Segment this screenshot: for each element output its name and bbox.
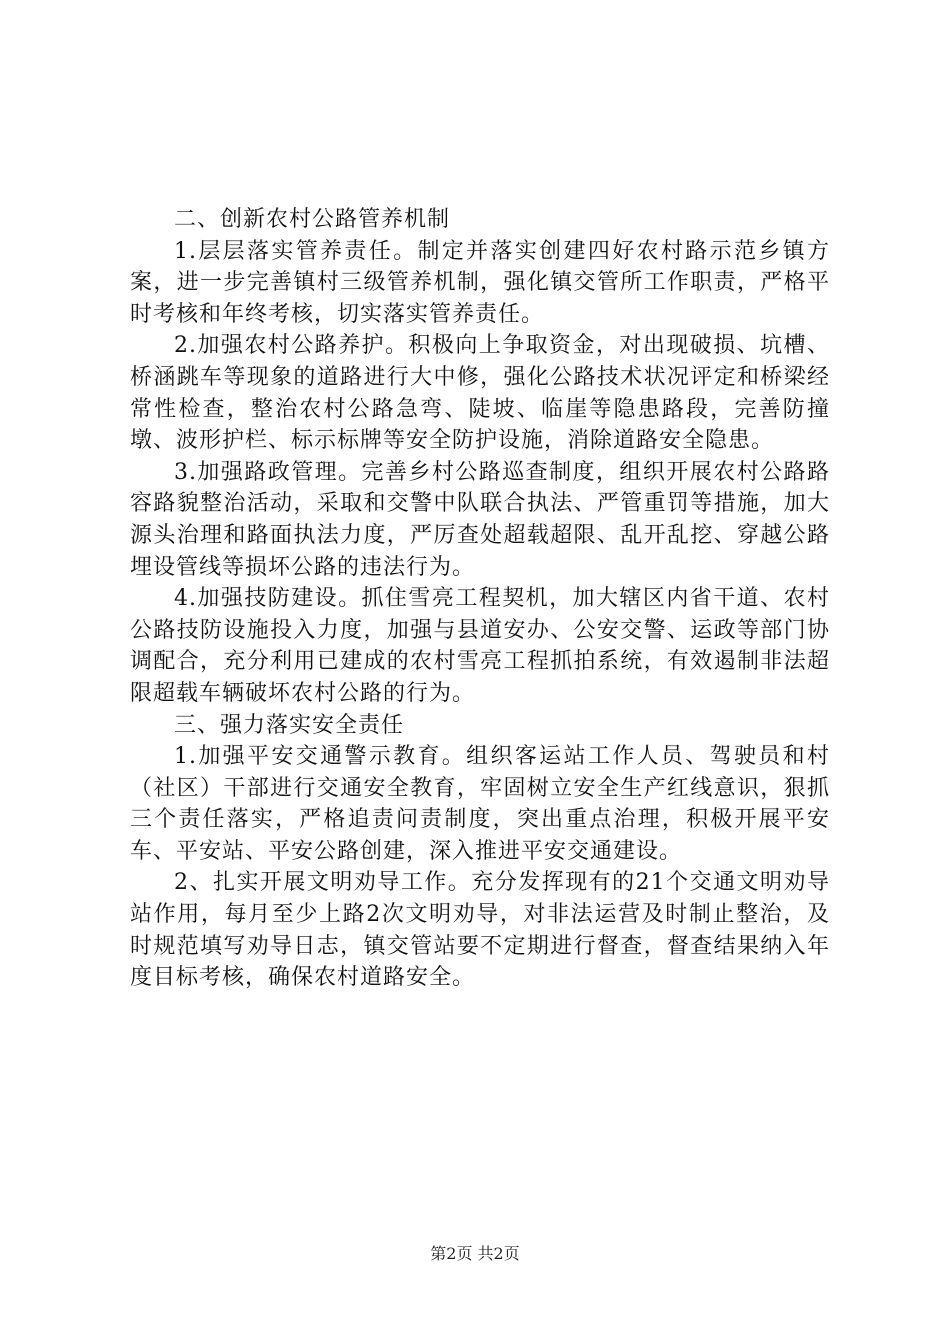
page-footer: 第2页 共2页 [430,1244,520,1263]
section-heading-2: 二、创新农村公路管养机制 [174,207,451,232]
paragraph-3-2: 2、扎实开展文明劝导工作。充分发挥现有的21个交通文明劝导站作用，每月至少上路2次文明劝导，对非法运营及时制止整治，及时规范填写劝导日志，镇交管站要不定期进行督查，督查结果纳入年度目标考核，确保农村道路安全。 [130,870,830,991]
section-heading-3: 三、强力落实安全责任 [174,712,405,738]
paragraph-3-1: 1.加强平安交通警示教育。组织客运站工作人员、驾驶员和村（社区）干部进行交通安全教育，牢固树立安全生产红线意识，狠抓三个责任落实，严格追责问责制度，突出重点治理，积极开展平安车、平安站、平安公路创建，深入推进平安交通建设。 [130,744,830,864]
paragraph-2-2: 2.加强农村公路养护。积极向上争取资金，对出现破损、坑槽、桥涵跳车等现象的道路进行大中修，强化公路技术状况评定和桥梁经常性检查，整治农村公路急弯、陡坡、临崖等隐患路段，完善防撞墩、波形护栏、标示标牌等安全防护设施，消除道路安全隐患。 [130,333,830,454]
paragraph-2-1: 1.层层落实管养责任。制定并落实创建四好农村路示范乡镇方案，进一步完善镇村三级管养机制，强化镇交管所工作职责，严格平时考核和年终考核，切实落实管养责任。 [130,238,830,327]
paragraph-2-3: 3.加强路政管理。完善乡村公路巡查制度，组织开展农村公路路容路貌整治活动，采取和交警中队联合执法、严管重罚等措施，加大源头治理和路面执法力度，严厉查处超载超限、乱开乱挖、穿越公路埋设管线等损坏公路的违法行为。 [130,459,830,580]
paragraph-2-4: 4.加强技防建设。抓住雪亮工程契机，加大辖区内省干道、农村公路技防设施投入力度，加强与县道安办、公安交警、运政等部门协调配合，充分利用已建成的农村雪亮工程抓拍系统，有效遏制非法超限超载车辆破坏农村公路的行为。 [130,586,830,706]
document-body [130,204,830,994]
